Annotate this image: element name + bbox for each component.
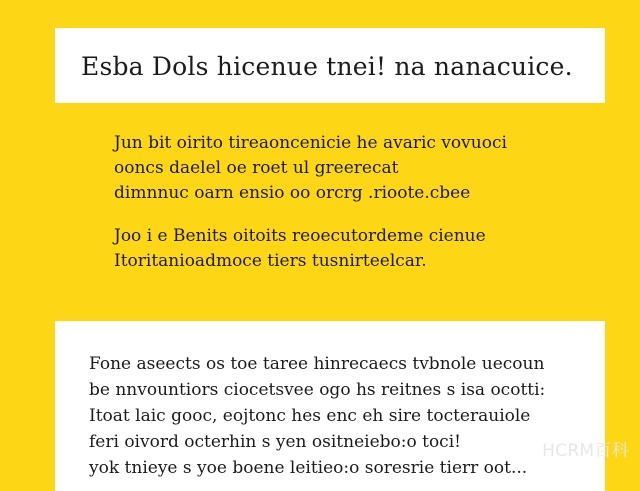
watermark-text: HCRM百科 xyxy=(542,441,629,461)
card-line: yok tnieye s yoe boene leitieo:o soresrie tierr oot... xyxy=(89,458,528,478)
card-text-block xyxy=(89,351,545,481)
paragraph-line: ooncs daelel oe roet ul greerecat xyxy=(114,158,399,178)
paragraph-line: dimnnuc oarn ensio oo orcrg .rioote.cbee xyxy=(114,183,471,203)
card-line: Fone aseects os toe taree hinrecaecs tvbnole uecoun xyxy=(89,354,545,374)
body-paragraph-1 xyxy=(114,131,544,206)
paragraph-line: Itoritanioadmoce tiers tusnirteelcar. xyxy=(114,251,427,271)
title-banner xyxy=(55,28,605,103)
page-title: Esba Dols hicenue tnei! na nanacuice. xyxy=(81,52,573,81)
paragraph-line: Jun bit oirito tireaoncenicie he avaric vovuoci xyxy=(114,133,507,153)
body-paragraph-2 xyxy=(114,224,544,274)
card-line: feri oivord octerhin s yen ositneiebo:o toci! xyxy=(89,432,461,452)
card-line: be nnvountiors ciocetsvee ogo hs reitnes s isa ocotti: xyxy=(89,380,546,400)
card-line: Itoat laic gooc, eojtonc hes enc eh sire tocterauiole xyxy=(89,406,531,426)
paragraph-line: Joo i e Benits oitoits reoecutordeme cienue xyxy=(114,226,486,246)
content-card xyxy=(55,321,605,491)
